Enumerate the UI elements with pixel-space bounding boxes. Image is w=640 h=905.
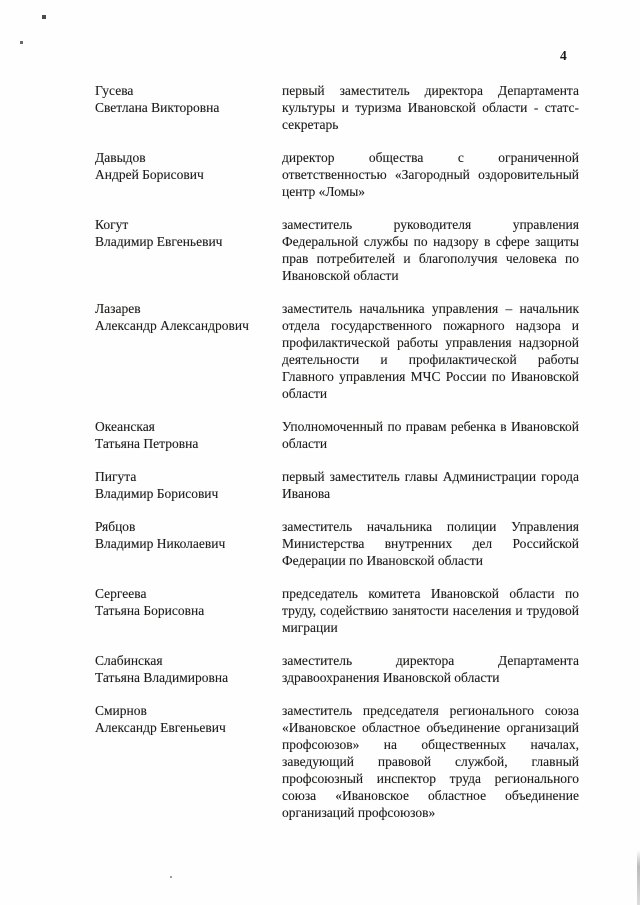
person-surname: Смирнов (95, 703, 147, 718)
list-item (95, 149, 579, 200)
person-given-names: Александр Евгеньевич (95, 720, 226, 735)
person-position: первый заместитель директора Департамента культуры и туризма Ивановской области - статс-секретарь (282, 83, 579, 132)
person-position: заместитель начальника управления – начальник отдела государственного пожарного надзора и профилактической работы управления надзорной деятельности и профилактической работы Главного управления МЧС России по Ивановской области (282, 301, 579, 401)
person-name (95, 585, 282, 636)
person-surname: Сергеева (95, 586, 147, 601)
person-surname: Рябцов (95, 519, 136, 534)
person-position: заместитель директора Департамента здравоохранения Ивановской области (282, 653, 579, 685)
person-given-names: Александр Александрович (95, 318, 249, 333)
list-item (95, 216, 579, 284)
person-name (95, 652, 282, 686)
list-item (95, 468, 579, 502)
person-position: директор общества с ограниченной ответственностью «Загородный оздоровительный центр «Ломы» (282, 150, 579, 199)
person-name (95, 418, 282, 452)
person-name (95, 702, 282, 821)
person-surname: Пигута (95, 469, 137, 484)
list-item (95, 585, 579, 636)
person-name (95, 518, 282, 569)
person-given-names: Владимир Николаевич (95, 536, 226, 551)
person-given-names: Светлана Викторовна (95, 100, 220, 115)
person-name (95, 300, 282, 402)
list-item (95, 702, 579, 821)
person-name (95, 468, 282, 502)
list-item (95, 518, 579, 569)
person-surname: Гусева (95, 83, 134, 98)
list-item (95, 300, 579, 402)
list-item (95, 82, 579, 133)
person-position: заместитель руководителя управления Федеральной службы по надзору в сфере защиты прав потребителей и благополучия человека по Ивановской области (282, 217, 579, 283)
person-surname: Лазарев (95, 301, 141, 316)
person-given-names: Татьяна Борисовна (95, 603, 205, 618)
appointee-list (95, 82, 579, 837)
person-position: Уполномоченный по правам ребенка в Ивановской области (282, 419, 579, 451)
person-given-names: Андрей Борисович (95, 167, 204, 182)
person-surname: Когут (95, 217, 129, 232)
person-name (95, 216, 282, 284)
person-position: первый заместитель главы Администрации города Иванова (282, 469, 579, 501)
person-name (95, 82, 282, 133)
person-given-names: Татьяна Петровна (95, 436, 199, 451)
scan-artifact-dot (20, 41, 23, 44)
person-surname: Давыдов (95, 150, 146, 165)
person-position: заместитель председателя регионального союза «Ивановское областное объединение организаций профсоюзов» на общественных началах, заведующий правовой службой, главный профсоюзный инспектор труда регионального союза «Ивановское областное объединение организаций профсоюзов» (282, 703, 579, 820)
scan-artifact-dot (170, 876, 172, 878)
person-position: председатель комитета Ивановской области по труду, содействию занятости населения и трудовой миграции (282, 586, 579, 635)
list-item (95, 418, 579, 452)
person-surname: Слабинская (95, 653, 163, 668)
scan-artifact-dot (42, 15, 46, 19)
person-given-names: Владимир Евгеньевич (95, 234, 223, 249)
person-name (95, 149, 282, 200)
person-given-names: Татьяна Владимировна (95, 670, 229, 685)
page-number: 4 (560, 48, 567, 63)
person-surname: Океанская (95, 419, 155, 434)
list-item (95, 652, 579, 686)
person-position: заместитель начальника полиции Управления Министерства внутренних дел Российской Федерации по Ивановской области (282, 519, 579, 568)
person-given-names: Владимир Борисович (95, 486, 219, 501)
